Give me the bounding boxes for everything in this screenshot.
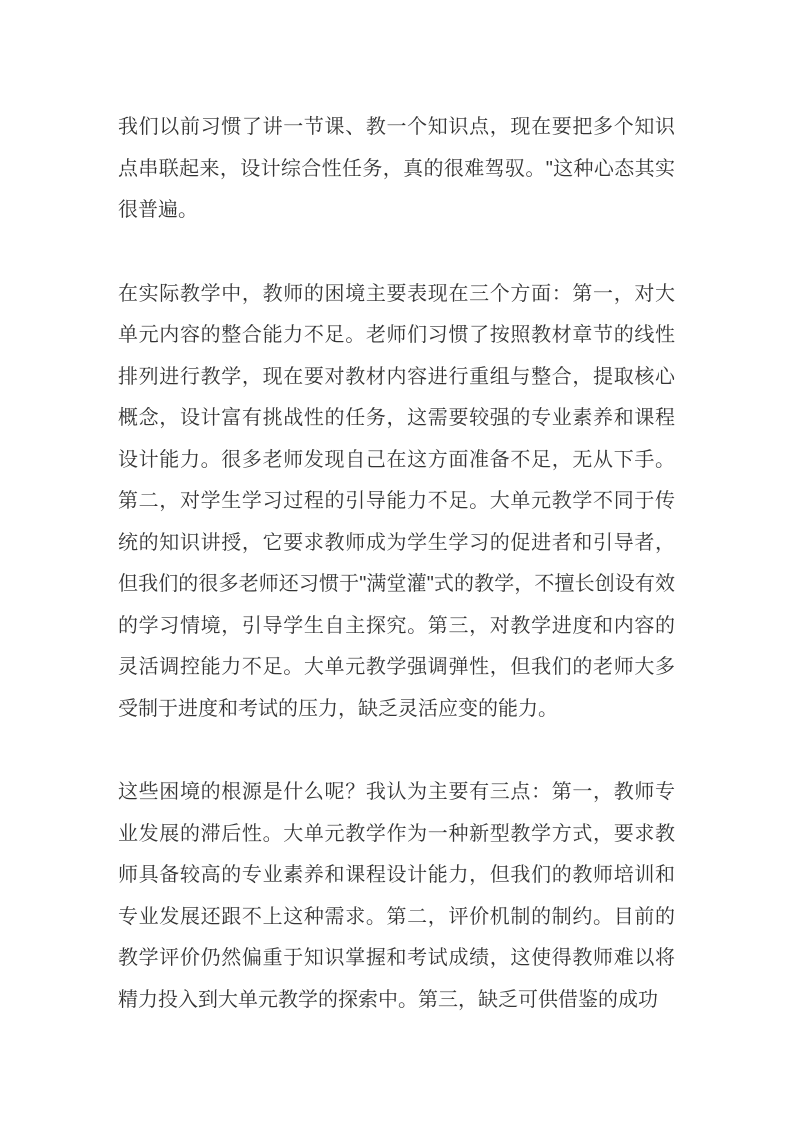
- document-body: [118, 107, 675, 1021]
- paragraph: 我们以前习惯了讲一节课、教一个知识点，现在要把多个知识点串联起来，设计综合性任务，真的很难驾驭。"这种心态其实很普遍。: [118, 116, 675, 221]
- paragraph: 这些困境的根源是什么呢？我认为主要有三点：第一，教师专业发展的滞后性。大单元教学作为一种新型教学方式，要求教师具备较高的专业素养和课程设计能力，但我们的教师培训和专业发展还跟不上这种需求。第二，评价机制的制约。目前的教学评价仍然偏重于知识掌握和考试成绩，这使得教师难以将精力投入到大单元教学的探索中。第三，缺乏可供借鉴的成功: [118, 781, 675, 1011]
- paragraph: 在实际教学中，教师的困境主要表现在三个方面：第一，对大单元内容的整合能力不足。老师们习惯了按照教材章节的线性排列进行教学，现在要对教材内容进行重组与整合，提取核心概念，设计富有挑战性的任务，这需要较强的专业素养和课程设计能力。很多老师发现自己在这方面准备不足，无从下手。第二，对学生学习过程的引导能力不足。大单元教学不同于传统的知识讲授，它要求教师成为学生学习的促进者和引导者，但我们的很多老师还习惯于"满堂灌"式的教学，不擅长创设有效的学习情境，引导学生自主探究。第三，对教学进度和内容的灵活调控能力不足。大单元教学强调弹性，但我们的老师大多受制于进度和考试的压力，缺乏灵活应变的能力。: [118, 282, 675, 720]
